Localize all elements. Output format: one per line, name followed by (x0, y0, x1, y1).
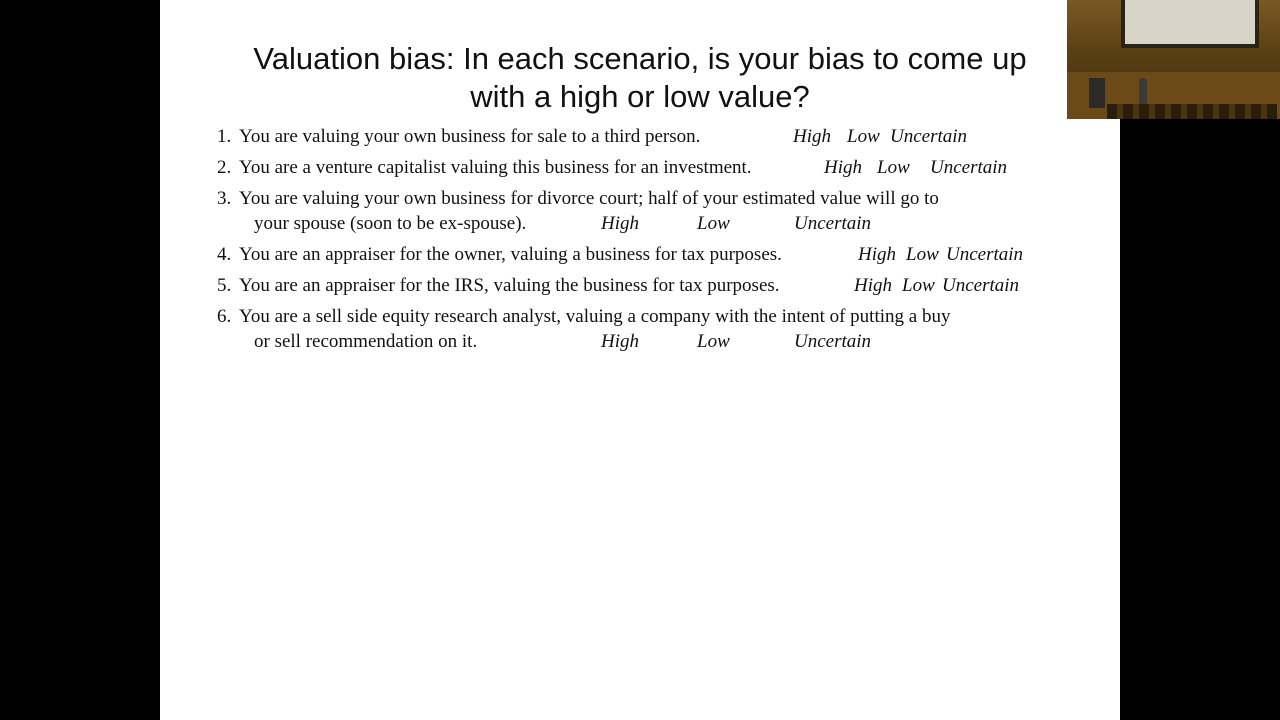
list-item (217, 124, 700, 149)
option-low: Low (877, 157, 910, 178)
option-low: Low (697, 331, 730, 352)
title-line-1: Valuation bias: In each scenario, is your bias to come up (253, 41, 1027, 76)
option-low: Low (902, 275, 935, 296)
option-low: Low (847, 126, 880, 147)
option-low: Low (697, 213, 730, 234)
list-item (217, 273, 780, 298)
item-text: You are valuing your own business for sale to a third person. (239, 126, 701, 147)
option-uncertain: Uncertain (946, 244, 1024, 265)
option-uncertain: Uncertain (930, 157, 1008, 178)
item-number: 3. (217, 188, 232, 209)
presenter-figure (1139, 78, 1147, 106)
option-high: High (824, 157, 862, 178)
option-high: High (793, 126, 831, 147)
item-number: 2. (217, 157, 232, 178)
option-uncertain: Uncertain (794, 331, 872, 352)
item-continuation: or sell recommendation on it. (254, 331, 478, 352)
list-item (217, 155, 752, 180)
option-high: High (854, 275, 892, 296)
option-uncertain: Uncertain (942, 275, 1020, 296)
item-number: 6. (217, 306, 232, 327)
list-item (217, 242, 782, 267)
item-text: You are a sell side equity research analyst, valuing a company with the intent of putting a buy (239, 306, 951, 327)
item-text: You are an appraiser for the owner, valuing a business for tax purposes. (239, 244, 782, 265)
option-high: High (601, 213, 639, 234)
item-text: You are a venture capitalist valuing this business for an investment. (239, 157, 752, 178)
item-number: 5. (217, 275, 232, 296)
list-item (217, 186, 939, 211)
item-number: 4. (217, 244, 232, 265)
option-uncertain: Uncertain (794, 213, 872, 234)
lecture-video-thumbnail (1067, 0, 1280, 119)
item-text: You are an appraiser for the IRS, valuing the business for tax purposes. (239, 275, 780, 296)
item-text: You are valuing your own business for divorce court; half of your estimated value will go to (239, 188, 939, 209)
presentation-slide (160, 0, 1120, 720)
option-high: High (858, 244, 896, 265)
audience-seats (1107, 104, 1277, 119)
podium (1089, 78, 1105, 108)
projector-screen (1125, 0, 1255, 44)
option-high: High (601, 331, 639, 352)
item-number: 1. (217, 126, 232, 147)
title-line-2: with a high or low value? (470, 79, 810, 114)
option-low: Low (906, 244, 939, 265)
option-uncertain: Uncertain (890, 126, 968, 147)
slide-title (200, 40, 1080, 116)
item-continuation: your spouse (soon to be ex-spouse). (254, 213, 527, 234)
list-item (217, 304, 950, 329)
